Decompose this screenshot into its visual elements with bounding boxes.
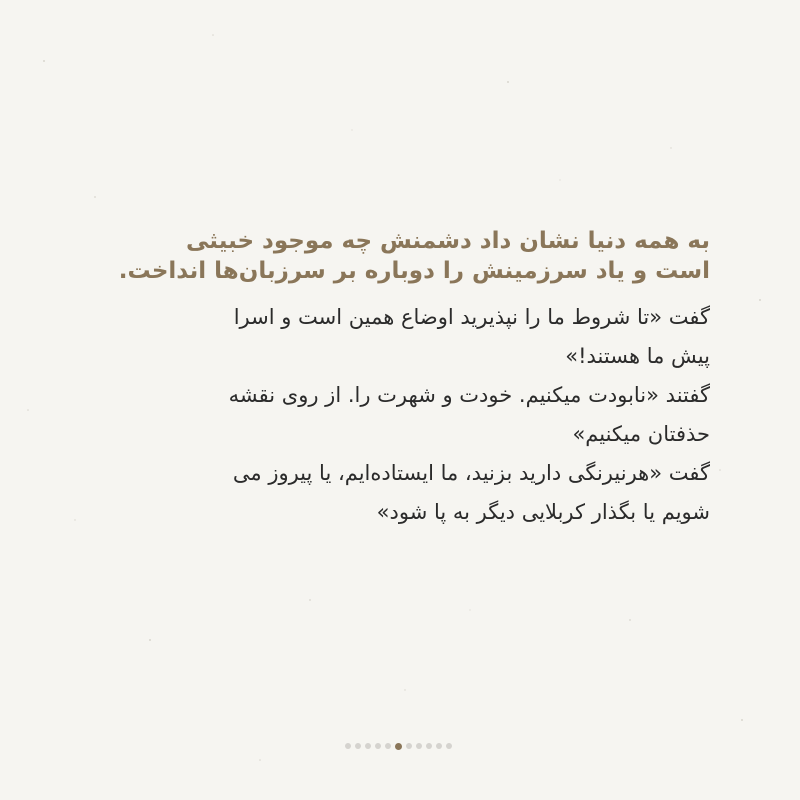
headline-line: است و یاد سرزمینش را دوباره بر سرزبان‌ها انداخت. — [118, 258, 710, 284]
body-line: شویم یا بگذار کربلایی دیگر به پا شود» — [376, 500, 710, 524]
pager-dot[interactable] — [416, 743, 422, 749]
body-line: پیش ما هستند!» — [565, 344, 710, 368]
body-line: گفت «تا شروط ما را نپذیرید اوضاع همین است و اسرا — [233, 305, 710, 329]
pager-dot[interactable] — [345, 743, 351, 749]
pager-dot[interactable] — [446, 743, 452, 749]
slide-content — [100, 226, 710, 532]
pager-dot[interactable] — [375, 743, 381, 749]
pager-dot[interactable] — [436, 743, 442, 749]
body-line: گفت «هرنیرنگی دارید بزنید، ما ایستاده‌ایم، یا پیروز می — [232, 461, 710, 485]
pager-dot[interactable] — [385, 743, 391, 749]
carousel-pager — [0, 742, 798, 750]
pager-dot-active[interactable] — [395, 743, 402, 750]
body-text — [100, 298, 710, 532]
pager-dot[interactable] — [426, 743, 432, 749]
pager-dot[interactable] — [406, 743, 412, 749]
body-line: حذفتان میکنیم» — [572, 422, 710, 446]
body-line: گفتند «نابودت میکنیم. خودت و شهرت را. از روی نقشه — [228, 383, 710, 407]
pager-dot[interactable] — [355, 743, 361, 749]
headline-line: به همه دنیا نشان داد دشمنش چه موجود خبیثی — [186, 228, 710, 254]
pager-dot[interactable] — [365, 743, 371, 749]
headline — [100, 226, 710, 286]
